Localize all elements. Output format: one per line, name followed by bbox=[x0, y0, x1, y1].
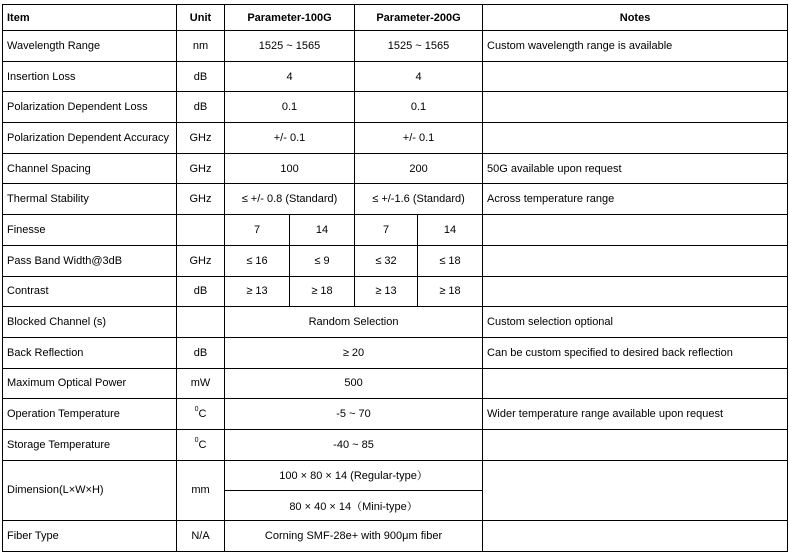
notes-cell: Custom wavelength range is available bbox=[483, 31, 788, 62]
unit-cell: GHz bbox=[177, 184, 225, 215]
value-cell: Corning SMF-28e+ with 900μm fiber bbox=[225, 521, 483, 552]
item-cell: Contrast bbox=[3, 276, 177, 307]
item-cell: Storage Temperature bbox=[3, 429, 177, 460]
value-cell: ≤ 9 bbox=[290, 245, 355, 276]
value-cell: ≥ 13 bbox=[355, 276, 418, 307]
degree-superscript: 0 bbox=[194, 436, 199, 444]
item-cell: Channel Spacing bbox=[3, 153, 177, 184]
unit-cell: nm bbox=[177, 31, 225, 62]
table-row bbox=[3, 521, 788, 552]
notes-cell bbox=[483, 460, 788, 521]
notes-cell: 50G available upon request bbox=[483, 153, 788, 184]
notes-cell bbox=[483, 276, 788, 307]
item-cell: Pass Band Width@3dB bbox=[3, 245, 177, 276]
table-row bbox=[3, 153, 788, 184]
table-row bbox=[3, 184, 788, 215]
header-parameter-200g: Parameter-200G bbox=[355, 5, 483, 31]
value-cell: ≤ 32 bbox=[355, 245, 418, 276]
header-unit: Unit bbox=[177, 5, 225, 31]
value-cell: 14 bbox=[290, 215, 355, 246]
table-row bbox=[3, 123, 788, 154]
value-cell: -40 ~ 85 bbox=[225, 429, 483, 460]
value-200g-cell: ≤ +/-1.6 (Standard) bbox=[355, 184, 483, 215]
value-cell: Random Selection bbox=[225, 307, 483, 338]
header-parameter-100g: Parameter-100G bbox=[225, 5, 355, 31]
value-cell: 7 bbox=[355, 215, 418, 246]
table-row bbox=[3, 31, 788, 62]
item-cell: Polarization Dependent Accuracy bbox=[3, 123, 177, 154]
item-cell: Operation Temperature bbox=[3, 399, 177, 430]
unit-cell: dB bbox=[177, 276, 225, 307]
unit-cell: GHz bbox=[177, 123, 225, 154]
value-200g-cell: 1525 ~ 1565 bbox=[355, 31, 483, 62]
value-100g-cell: +/- 0.1 bbox=[225, 123, 355, 154]
value-200g-cell: +/- 0.1 bbox=[355, 123, 483, 154]
table-row bbox=[3, 399, 788, 430]
value-cell: 500 bbox=[225, 368, 483, 399]
table-row bbox=[3, 368, 788, 399]
unit-cell bbox=[177, 215, 225, 246]
value-cell: 14 bbox=[418, 215, 483, 246]
notes-cell bbox=[483, 245, 788, 276]
spec-table bbox=[2, 4, 788, 552]
unit-cell: dB bbox=[177, 337, 225, 368]
unit-cell bbox=[177, 307, 225, 338]
value-100g-cell: 4 bbox=[225, 61, 355, 92]
value-cell: ≤ 18 bbox=[418, 245, 483, 276]
value-cell: 100 × 80 × 14 (Regular-type） bbox=[225, 460, 483, 490]
header-notes: Notes bbox=[483, 5, 788, 31]
item-cell: Finesse bbox=[3, 215, 177, 246]
table-row bbox=[3, 337, 788, 368]
item-cell: Fiber Type bbox=[3, 521, 177, 552]
unit-cell: dB bbox=[177, 92, 225, 123]
table-row bbox=[3, 245, 788, 276]
value-cell: ≥ 20 bbox=[225, 337, 483, 368]
value-cell: 80 × 40 × 14（Mini-type） bbox=[225, 490, 483, 520]
unit-cell bbox=[177, 399, 225, 430]
item-cell: Insertion Loss bbox=[3, 61, 177, 92]
table-row bbox=[3, 276, 788, 307]
item-cell: Dimension(L×W×H) bbox=[3, 460, 177, 521]
value-200g-cell: 0.1 bbox=[355, 92, 483, 123]
notes-cell bbox=[483, 215, 788, 246]
notes-cell bbox=[483, 61, 788, 92]
unit-text: C bbox=[198, 408, 207, 421]
value-200g-cell: 200 bbox=[355, 153, 483, 184]
item-cell: Polarization Dependent Loss bbox=[3, 92, 177, 123]
degree-superscript: 0 bbox=[194, 406, 199, 414]
table-row bbox=[3, 92, 788, 123]
item-cell: Wavelength Range bbox=[3, 31, 177, 62]
notes-cell: Can be custom specified to desired back reflection bbox=[483, 337, 788, 368]
notes-cell: Wider temperature range available upon request bbox=[483, 399, 788, 430]
notes-cell: Custom selection optional bbox=[483, 307, 788, 338]
value-100g-cell: 0.1 bbox=[225, 92, 355, 123]
unit-cell: GHz bbox=[177, 153, 225, 184]
notes-cell: Across temperature range bbox=[483, 184, 788, 215]
value-cell: ≥ 13 bbox=[225, 276, 290, 307]
notes-cell bbox=[483, 429, 788, 460]
unit-cell: mW bbox=[177, 368, 225, 399]
item-cell: Maximum Optical Power bbox=[3, 368, 177, 399]
notes-cell bbox=[483, 123, 788, 154]
item-cell: Thermal Stability bbox=[3, 184, 177, 215]
notes-cell bbox=[483, 92, 788, 123]
unit-cell: mm bbox=[177, 460, 225, 521]
item-cell: Back Reflection bbox=[3, 337, 177, 368]
table-row bbox=[3, 429, 788, 460]
table-row bbox=[3, 61, 788, 92]
header-row bbox=[3, 5, 788, 31]
value-cell: 7 bbox=[225, 215, 290, 246]
notes-cell bbox=[483, 368, 788, 399]
value-100g-cell: ≤ +/- 0.8 (Standard) bbox=[225, 184, 355, 215]
header-item: Item bbox=[3, 5, 177, 31]
value-100g-cell: 1525 ~ 1565 bbox=[225, 31, 355, 62]
unit-cell: dB bbox=[177, 61, 225, 92]
table-row bbox=[3, 307, 788, 338]
notes-cell bbox=[483, 521, 788, 552]
value-cell: ≤ 16 bbox=[225, 245, 290, 276]
table-row bbox=[3, 215, 788, 246]
value-cell: ≥ 18 bbox=[418, 276, 483, 307]
value-100g-cell: 100 bbox=[225, 153, 355, 184]
table-row bbox=[3, 460, 788, 490]
value-cell: -5 ~ 70 bbox=[225, 399, 483, 430]
item-cell: Blocked Channel (s) bbox=[3, 307, 177, 338]
unit-cell: N/A bbox=[177, 521, 225, 552]
value-200g-cell: 4 bbox=[355, 61, 483, 92]
unit-cell: GHz bbox=[177, 245, 225, 276]
value-cell: ≥ 18 bbox=[290, 276, 355, 307]
unit-text: C bbox=[198, 438, 207, 451]
unit-cell bbox=[177, 429, 225, 460]
